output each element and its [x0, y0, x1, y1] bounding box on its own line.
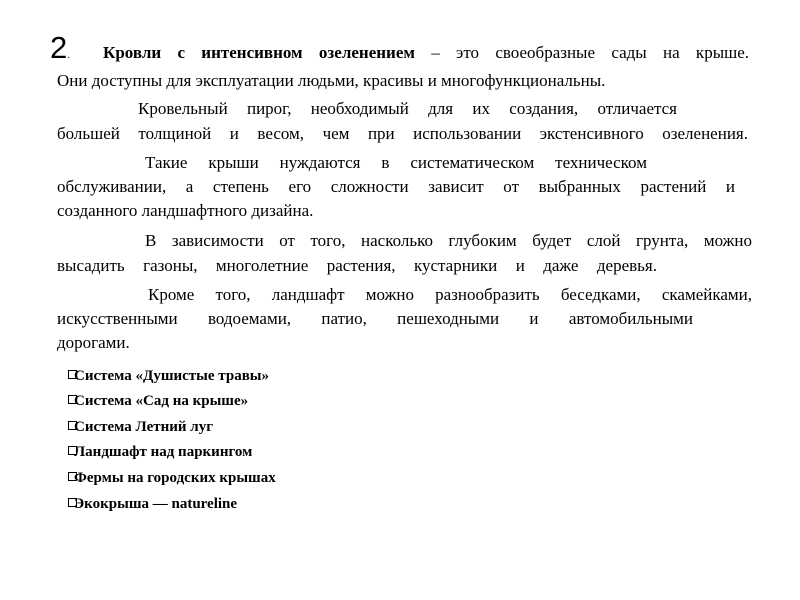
text-line: обслуживании, а степень его сложности зависит от выбранных растений и: [57, 177, 735, 196]
text-line: созданного ландшафтного дизайна.: [57, 201, 314, 220]
list-item: [68, 392, 248, 410]
list-item-label: Система Летний луг: [74, 419, 214, 435]
text-line: большей толщиной и весом, чем при использовании экстенсивного озеленения.: [57, 124, 748, 143]
text-line: искусственными водоемами, патио, пешеходными и автомобильными: [57, 309, 693, 328]
text-line: Кровельный пирог, необходимый для их создания, отличается: [138, 99, 677, 118]
list-item-label: Система «Сад на крыше»: [74, 393, 249, 409]
list-item-label: Ландшафт над паркингом: [74, 444, 253, 460]
number: 2: [50, 30, 68, 65]
title-bold: Кровли с интенсивном озеленением: [103, 43, 415, 62]
list-item: [68, 495, 237, 513]
list-item: [68, 469, 276, 487]
title-rest: – это своеобразные сады на крыше.: [414, 43, 749, 62]
text-line: В зависимости от того, насколько глубоким будет слой грунта, можно: [145, 231, 752, 250]
list-item-label: Система «Душистые травы»: [74, 368, 269, 384]
list-item-label: Фермы на городских крышах: [74, 470, 276, 486]
text-line: Они доступны для эксплуатации людьми, красивы и многофункциональны.: [57, 71, 606, 90]
text-line: дорогами.: [57, 333, 130, 352]
list-item-label: Экокрыша — natureline: [74, 496, 238, 512]
slide-number: [50, 30, 70, 74]
list-item: [68, 443, 252, 461]
number-dot: .: [67, 50, 71, 61]
text-line: высадить газоны, многолетние растения, кустарники и даже деревья.: [57, 256, 657, 275]
title-line: [103, 43, 749, 63]
text-line: Кроме того, ландшафт можно разнообразить беседками, скамейками,: [148, 285, 752, 304]
list-item: [68, 367, 269, 385]
text-line: Такие крыши нуждаются в систематическом техническом: [145, 153, 647, 172]
list-item: [68, 418, 213, 436]
